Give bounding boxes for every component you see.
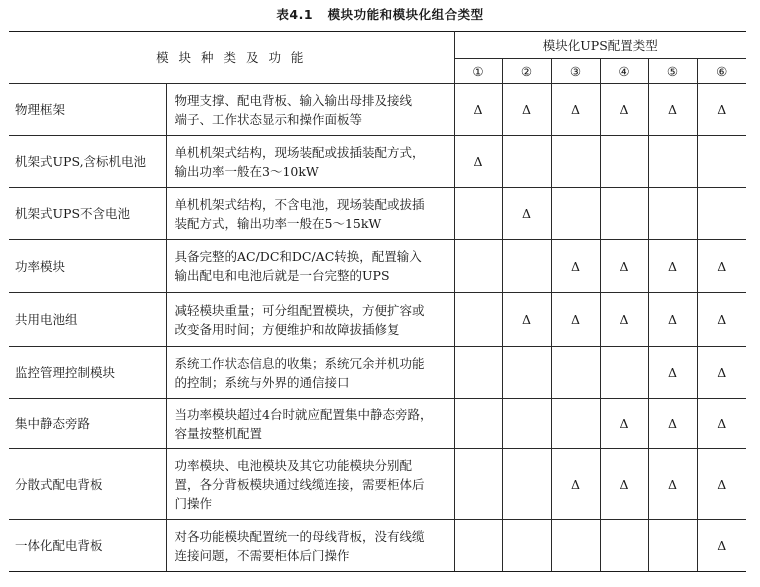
config-mark: Δ	[697, 347, 746, 399]
config-mark	[648, 136, 697, 188]
config-mark: Δ	[600, 449, 648, 520]
description-line: 单机机架式结构，现场装配或拔插装配方式，	[174, 144, 425, 160]
description-line: 对各功能模块配置统一的母线背板，没有线缆	[174, 528, 425, 544]
config-mark	[454, 293, 502, 347]
config-mark	[648, 188, 697, 240]
config-mark: Δ	[648, 449, 697, 520]
module-name: 共用电池组	[9, 293, 166, 347]
config-mark: Δ	[648, 240, 697, 293]
config-mark	[551, 399, 600, 449]
description-line: 改变备用时间；方便维护和故障拔插修复	[174, 321, 400, 337]
config-mark	[454, 449, 502, 520]
config-number: ③	[551, 59, 600, 84]
header-module-types: 模 块 种 类 及 功 能	[9, 32, 454, 84]
config-mark: Δ	[648, 84, 697, 136]
description-line: 系统工作状态信息的收集；系统冗余并机功能	[174, 355, 425, 371]
module-description	[166, 136, 454, 188]
module-name: 分散式配电背板	[9, 449, 166, 520]
description-line: 端子、工作状态显示和操作面板等	[174, 111, 363, 127]
config-mark	[502, 520, 551, 572]
config-mark: Δ	[600, 293, 648, 347]
module-name: 功率模块	[9, 240, 166, 293]
config-mark	[697, 136, 746, 188]
config-mark: Δ	[502, 84, 551, 136]
module-description	[166, 347, 454, 399]
config-mark	[502, 240, 551, 293]
config-number: ⑥	[697, 59, 746, 84]
table-row	[9, 399, 746, 449]
module-function-table	[9, 31, 746, 572]
description-line: 门操作	[174, 495, 213, 511]
config-mark	[600, 188, 648, 240]
config-mark: Δ	[648, 293, 697, 347]
config-mark	[502, 449, 551, 520]
module-description	[166, 240, 454, 293]
description-line: 容量按整机配置	[174, 425, 263, 441]
header-config-types: 模块化UPS配置类型	[454, 32, 746, 59]
config-number: ⑤	[648, 59, 697, 84]
description-line: 物理支撑、配电背板、输入输出母排及接线	[174, 92, 413, 108]
description-line: 输出配电和电池后就是一台完整的UPS	[174, 268, 390, 283]
description-line: 连接问题，不需要柜体后门操作	[174, 547, 350, 563]
module-name: 集中静态旁路	[9, 399, 166, 449]
table-row	[9, 347, 746, 399]
header-row	[9, 32, 746, 59]
config-mark	[600, 347, 648, 399]
config-mark	[697, 188, 746, 240]
table-row	[9, 84, 746, 136]
config-mark: Δ	[697, 293, 746, 347]
module-description	[166, 520, 454, 572]
config-mark: Δ	[502, 293, 551, 347]
config-mark: Δ	[648, 399, 697, 449]
module-name: 一体化配电背板	[9, 520, 166, 572]
description-line: 功率模块、电池模块及其它功能模块分别配	[174, 457, 413, 473]
table-row	[9, 449, 746, 520]
config-mark: Δ	[551, 449, 600, 520]
module-description	[166, 188, 454, 240]
config-mark	[454, 240, 502, 293]
description-line: 置，各分背板模块通过线缆连接，需要柜体后	[174, 476, 425, 492]
config-mark: Δ	[600, 84, 648, 136]
config-mark: Δ	[697, 399, 746, 449]
description-line: 的控制；系统与外界的通信接口	[174, 374, 350, 390]
config-mark	[600, 520, 648, 572]
config-mark	[454, 399, 502, 449]
config-mark: Δ	[648, 347, 697, 399]
config-mark: Δ	[600, 399, 648, 449]
description-line: 输出功率一般在3～10kW	[174, 163, 319, 179]
config-mark	[600, 136, 648, 188]
table-title: 模块功能和模块化组合类型	[327, 7, 484, 22]
config-mark: Δ	[697, 520, 746, 572]
config-mark	[551, 136, 600, 188]
module-description	[166, 449, 454, 520]
table-row	[9, 188, 746, 240]
config-mark: Δ	[551, 84, 600, 136]
config-mark: Δ	[697, 84, 746, 136]
config-mark: Δ	[454, 136, 502, 188]
table-row	[9, 136, 746, 188]
module-description	[166, 84, 454, 136]
config-mark: Δ	[502, 188, 551, 240]
module-description	[166, 399, 454, 449]
config-mark: Δ	[551, 293, 600, 347]
table-row	[9, 240, 746, 293]
module-name: 机架式UPS,含标机电池	[9, 136, 166, 188]
module-name: 监控管理控制模块	[9, 347, 166, 399]
description-line: 装配方式，输出功率一般在5～15kW	[174, 215, 382, 231]
config-mark	[648, 520, 697, 572]
config-number: ①	[454, 59, 502, 84]
config-mark	[502, 347, 551, 399]
config-number: ②	[502, 59, 551, 84]
config-mark: Δ	[600, 240, 648, 293]
module-description	[166, 293, 454, 347]
config-mark: Δ	[454, 84, 502, 136]
config-mark: Δ	[697, 240, 746, 293]
config-mark	[551, 520, 600, 572]
description-line: 具备完整的AC/DC和DC/AC转换，配置输入	[174, 249, 422, 264]
config-mark	[502, 136, 551, 188]
config-mark	[551, 347, 600, 399]
config-mark	[454, 188, 502, 240]
table-row	[9, 293, 746, 347]
config-mark	[454, 520, 502, 572]
config-mark	[551, 188, 600, 240]
config-mark	[454, 347, 502, 399]
module-name: 物理框架	[9, 84, 166, 136]
table-caption	[0, 5, 760, 23]
description-line: 当功率模块超过4台时就应配置集中静态旁路，	[174, 406, 433, 422]
config-mark	[502, 399, 551, 449]
config-mark: Δ	[697, 449, 746, 520]
config-mark: Δ	[551, 240, 600, 293]
config-number: ④	[600, 59, 648, 84]
module-name: 机架式UPS不含电池	[9, 188, 166, 240]
table-row	[9, 520, 746, 572]
description-line: 单机机架式结构，不含电池，现场装配或拔插	[174, 196, 425, 212]
table-number: 表4.1	[276, 7, 314, 22]
description-line: 减轻模块重量；可分组配置模块，方便扩容或	[174, 302, 425, 318]
